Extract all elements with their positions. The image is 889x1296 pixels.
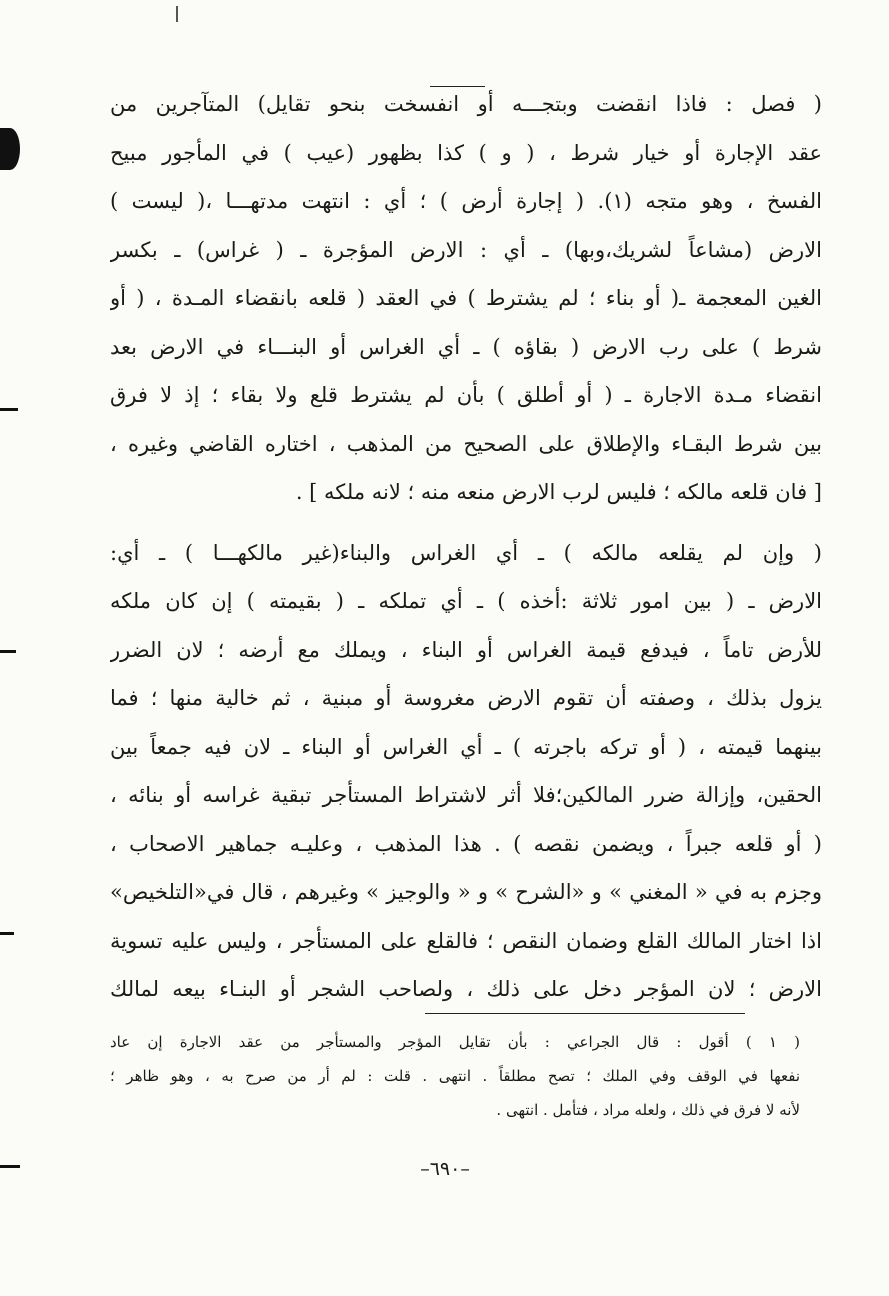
text-line: اذا اختار المالك القلع وضمان النقص ؛ فالقلع على المستأجر ، وليس عليه تسوية — [110, 928, 822, 953]
text-line: شرط ) على رب الارض ( بقاؤه ) ـ أي الغراس أو البنـــاء في الارض بعد — [110, 334, 822, 359]
text-line: بينهما قيمته ، ( أو تركه باجرته ) ـ أي الغراس أو البناء ـ لان فيه جمعاً بين — [110, 734, 822, 759]
text-line: للأرض تاماً ، فيدفع قيمة الغراس أو البناء ، ويملك مع أرضه ؛ لان الضرر — [110, 637, 822, 662]
margin-mark — [0, 408, 18, 411]
margin-mark — [0, 932, 14, 935]
text-line: انقضاء مـدة الاجارة ـ ( أو أطلق ) بأن لم يشترط قلع ولا بقاء ؛ إذ لا فرق — [110, 383, 822, 407]
text-line: الحقين، وإزالة ضرر المالكين؛فلا أثر لاشتراط المستأجر تبقية غراسه أو بنائه ، — [110, 783, 822, 807]
margin-mark — [0, 650, 16, 653]
text-line: يزول بذلك ، وصفته أن تقوم الارض مغروسة أو مبنية ، ثم خالية منها ؛ فما — [110, 686, 822, 710]
footnote-line: نفعها في الوقف وفي الملك ؛ تصح مطلقاً . انتهى . قلت : لم أر من صرح به ، وهو ظاهر ؛ — [110, 1067, 800, 1085]
margin-mark — [0, 1165, 20, 1168]
scan-blot-left — [0, 128, 20, 170]
text-line: بين شرط البقـاء والإطلاق على الصحيح من المذهب ، اختاره القاضي وغيره ، — [110, 431, 822, 456]
text-line: وجزم به في « المغني » و «الشرح » و « والوجيز » وغيرهم ، قال في«التلخيص» — [110, 880, 822, 904]
text-line: الغين المعجمة ـ( أو بناء ؛ لم يشترط ) في العقد ( قلعه بانقضاء المـدة ، ( أو — [110, 286, 822, 310]
text-line: الفسخ ، وهو متجه (١). ( إجارة أرض ) ؛ أي : انتهت مدتهـــا ،( ليست ) — [110, 189, 822, 213]
main-text-block — [110, 80, 822, 1014]
text-line: ( أو قلعه جبراً ، ويضمن نقصه ) . هذا المذهب ، وعليـه جماهير الاصحاب ، — [110, 831, 822, 856]
text-line: الارض (مشاعاً لشريك،وبها) ـ أي : الارض المؤجرة ـ ( غراس) ـ بكسر — [110, 237, 822, 262]
text-line: الارض ـ ( بين امور ثلاثة :أخذه ) ـ أي تملكه ـ ( بقيمته ) إن كان ملكه — [110, 589, 822, 613]
footnote-line: ( ١ ) أقول : قال الجراعي : بأن تقايل المؤجر والمستأجر من عقد الاجارة إن عاد — [110, 1033, 800, 1051]
scan-mark-top — [176, 6, 178, 22]
footnote-block — [110, 1025, 800, 1127]
text-line: [ فان قلعه مالكه ؛ فليس لرب الارض منعه منه ؛ لانه ملكه ] . — [295, 480, 822, 504]
text-line: ( وإن لم يقلعه مالكه ) ـ أي الغراس والبناء(غير مالكهـــا ) ـ أي: — [110, 540, 822, 565]
text-line: الارض ؛ لان المؤجر دخل على ذلك ، ولصاحب الشجر أو البنـاء بيعه لمالك — [110, 977, 822, 1001]
page-number: –٦٩٠– — [420, 1158, 470, 1180]
footnote-line: لأنه لا فرق في ذلك ، ولعله مراد ، فتأمل . انتهى . — [496, 1101, 800, 1119]
footnote-divider — [425, 1013, 745, 1014]
text-line: عقد الإجارة أو خيار شرط ، ( و ) كذا بظهور (عيب ) في المأجور مبيح — [110, 140, 822, 165]
text-line: ( فصل : فاذا انقضت وبتجـــه أو انفسخت بنحو تقايل) المتآجرين من — [110, 92, 822, 116]
